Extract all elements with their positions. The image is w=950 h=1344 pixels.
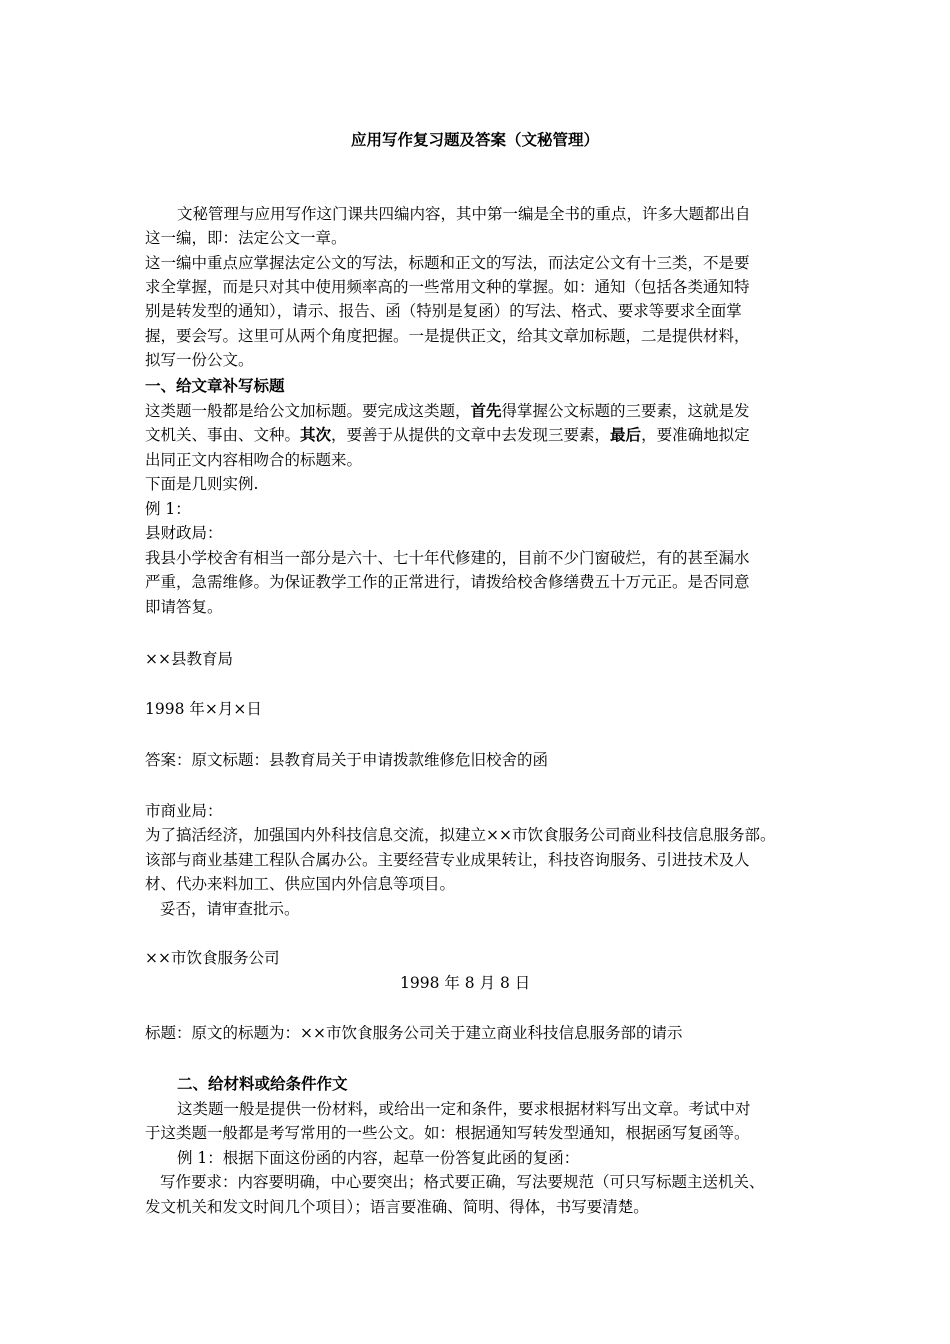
section-1-line-1 — [145, 399, 750, 423]
example-2-body-line-1: 为了搞活经济，加强国内外科技信息交流，拟建立××市饮食服务公司商业科技信息服务部。 — [145, 826, 776, 844]
text-run: 文机关、事由、文种。 — [145, 426, 301, 444]
example-2-date: 1998 年 8 月 8 日 — [400, 974, 531, 992]
emphasis-first: 首先 — [470, 401, 502, 420]
intro-paragraph-2-line-2: 求全掌握，而是只对其中使用频率高的一些常用文种的掌握。如：通知（包括各类通知特 — [145, 278, 750, 296]
section-1-heading: 一、给文章补写标题 — [145, 376, 285, 395]
text-run: ，要准确地拟定 — [641, 426, 750, 444]
example-1-recipient: 县财政局： — [145, 524, 223, 542]
example-1-date: 1998 年×月×日 — [145, 700, 262, 718]
example-2-body-line-2: 该部与商业基建工程队合属办公。主要经营专业成果转让，科技咨询服务、引进技术及人 — [145, 851, 750, 869]
example-1-body-line-3: 即请答复。 — [145, 598, 223, 616]
example-1-body-line-1: 我县小学校舍有相当一部分是六十、七十年代修建的，目前不少门窗破烂，有的甚至漏水 — [145, 549, 750, 567]
example-2-body-line-3: 材、代办来料加工、供应国内外信息等项目。 — [145, 875, 456, 893]
example-2-body-line-4: 妥否，请审查批示。 — [160, 900, 300, 918]
section-2-line-2: 于这类题一般都是考写常用的一些公文。如：根据通知写转发型通知，根据函写复函等。 — [145, 1124, 750, 1142]
text-run: 这类题一般都是给公文加标题。要完成这类题， — [145, 402, 471, 420]
section-2-line-5: 发文机关和发文时间几个项目）；语言要准确、简明、得体，书写要清楚。 — [145, 1198, 649, 1216]
example-1-sender: ××县教育局 — [145, 650, 233, 668]
example-2-recipient: 市商业局： — [145, 802, 223, 820]
example-1-body-line-2: 严重，急需维修。为保证教学工作的正常进行，请拨给校舍修缮费五十万元正。是否同意 — [145, 573, 750, 591]
intro-paragraph-2-line-1: 这一编中重点应掌握法定公文的写法，标题和正文的写法，而法定公文有十三类，不是要 — [145, 254, 750, 272]
example-2-sender: ××市饮食服务公司 — [145, 949, 280, 967]
section-1-line-3: 出同正文内容相吻合的标题来。 — [145, 451, 363, 469]
example-1-answer: 答案：原文标题：县教育局关于申请拨款维修危旧校舍的函 — [145, 751, 549, 769]
section-2-heading: 二、给材料或给条件作文 — [177, 1074, 348, 1093]
emphasis-second: 其次 — [300, 425, 332, 444]
section-1-line-4: 下面是几则实例. — [145, 475, 259, 493]
example-2-answer: 标题：原文的标题为：××市饮食服务公司关于建立商业科技信息服务部的请示 — [145, 1024, 683, 1042]
section-2-line-4: 写作要求：内容要明确，中心要突出；格式要正确，写法要规范（可只写标题主送机关、 — [160, 1173, 765, 1191]
intro-paragraph-1-line-1: 文秘管理与应用写作这门课共四编内容，其中第一编是全书的重点，许多大题都出自 — [177, 205, 751, 223]
section-1-line-2 — [145, 423, 750, 447]
intro-paragraph-2-line-3: 别是转发型的通知），请示、报告、函（特别是复函）的写法、格式、要求等要求全面掌 — [145, 302, 742, 320]
intro-paragraph-2-line-4: 握，要会写。这里可从两个角度把握。一是提供正文，给其文章加标题，二是提供材料， — [145, 327, 750, 345]
document-title: 应用写作复习题及答案（文秘管理） — [350, 130, 599, 149]
text-run: 得掌握公文标题的三要素，这就是发 — [501, 402, 750, 420]
text-run: ，要善于从提供的文章中去发现三要素， — [331, 426, 611, 444]
intro-paragraph-2-line-5: 拟写一份公文。 — [145, 351, 254, 369]
example-1-label: 例 1： — [145, 500, 191, 518]
section-2-line-1: 这类题一般是提供一份材料，或给出一定和条件，要求根据材料写出文章。考试中对 — [177, 1100, 751, 1118]
intro-paragraph-1-line-2: 这一编，即：法定公文一章。 — [145, 229, 347, 247]
emphasis-last: 最后 — [610, 425, 642, 444]
section-2-line-3: 例 1：根据下面这份函的内容，起草一份答复此函的复函： — [177, 1149, 580, 1167]
